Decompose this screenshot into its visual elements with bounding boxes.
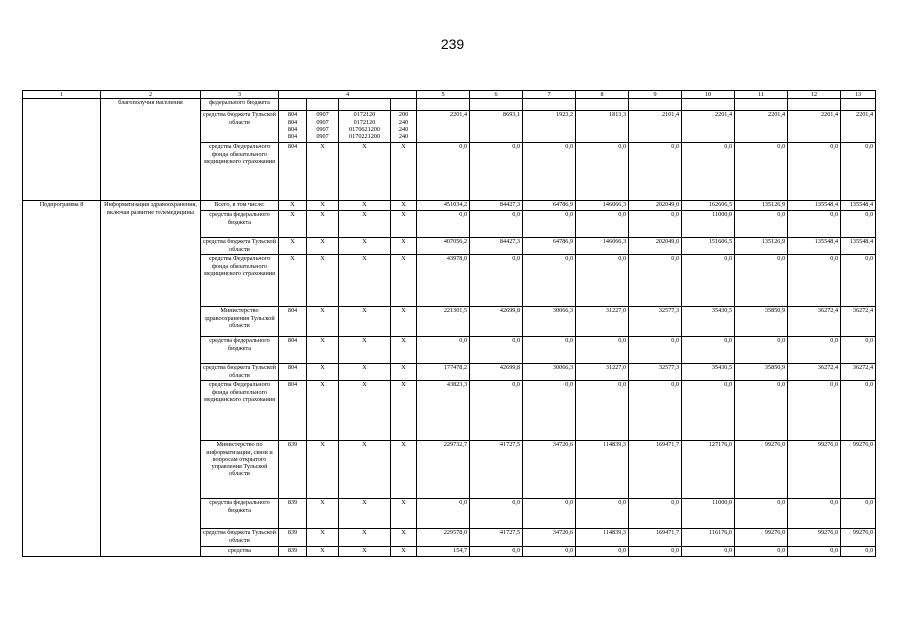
code-cell: 804: [279, 364, 307, 381]
header-cell: 11: [735, 91, 788, 99]
value-cell: 64786,9: [523, 201, 576, 211]
value-cell: 41727,5: [470, 529, 523, 547]
value-cell: 0,0: [841, 255, 876, 307]
value-cell: 99276,0: [841, 441, 876, 499]
value-cell: [629, 99, 682, 111]
value-cell: 36272,4: [788, 307, 841, 337]
header-cell: 5: [417, 91, 470, 99]
value-cell: [682, 99, 735, 111]
value-cell: 0,0: [417, 337, 470, 364]
value-cell: 11000,0: [682, 499, 735, 529]
table-row: [23, 201, 876, 211]
value-cell: [576, 99, 629, 111]
value-cell: 0,0: [523, 547, 576, 557]
header-cell: 8: [576, 91, 629, 99]
value-cell: 0,0: [735, 211, 788, 238]
value-cell: 0,0: [788, 143, 841, 201]
value-cell: [417, 99, 470, 111]
value-cell: 0,0: [629, 211, 682, 238]
code-cell: Х: [339, 255, 391, 307]
value-cell: [788, 99, 841, 111]
value-cell: 0,0: [576, 211, 629, 238]
source-label: средства: [201, 547, 279, 557]
value-cell: 32577,3: [629, 307, 682, 337]
value-cell: 99276,0: [735, 441, 788, 499]
value-cell: 135126,9: [735, 238, 788, 255]
code-cell: Х: [339, 238, 391, 255]
value-cell: 451034,2: [417, 201, 470, 211]
code-cell: Х: [279, 211, 307, 238]
code-cell: Х: [307, 255, 339, 307]
code-cell: Х: [307, 547, 339, 557]
value-cell: 36272,4: [841, 307, 876, 337]
value-cell: 177478,2: [417, 364, 470, 381]
code-cell: 839: [279, 441, 307, 499]
value-cell: 30066,3: [523, 364, 576, 381]
value-cell: 11000,0: [682, 211, 735, 238]
code-cell: Х: [339, 364, 391, 381]
source-label: средства бюджета Тульской области: [201, 364, 279, 381]
value-cell: 99276,0: [841, 529, 876, 547]
value-cell: 35850,9: [735, 307, 788, 337]
value-cell: 0,0: [470, 255, 523, 307]
code-cell: Х: [391, 381, 417, 441]
value-cell: 0,0: [523, 211, 576, 238]
header-cell: 7: [523, 91, 576, 99]
value-cell: 0,0: [576, 547, 629, 557]
code-cell: Х: [391, 441, 417, 499]
header-cell: 6: [470, 91, 523, 99]
code-cell: Х: [391, 529, 417, 547]
value-cell: 0,0: [470, 499, 523, 529]
page-number: 239: [440, 36, 465, 52]
value-cell: 0,0: [576, 255, 629, 307]
code-cell: Х: [339, 529, 391, 547]
value-cell: 407056,2: [417, 238, 470, 255]
value-cell: 0,0: [470, 337, 523, 364]
source-label: Министерство по информатизации, связи и вопросам открытого управления Тульской области: [201, 441, 279, 499]
value-cell: 0,0: [788, 381, 841, 441]
code-cell: Х: [279, 255, 307, 307]
code-cell: 839: [279, 499, 307, 529]
code-cell: Х: [307, 337, 339, 364]
value-cell: 2201,4: [735, 111, 788, 143]
value-cell: 8693,1: [470, 111, 523, 143]
code-cell: Х: [307, 143, 339, 201]
value-cell: 0,0: [523, 381, 576, 441]
code-cell: Х: [339, 307, 391, 337]
code-cell: Х: [391, 201, 417, 211]
value-cell: 135548,4: [841, 201, 876, 211]
code-cell: Х: [391, 364, 417, 381]
value-cell: 0,0: [470, 211, 523, 238]
col1-cell: [23, 99, 101, 201]
value-cell: 42699,8: [470, 307, 523, 337]
code-cell: Х: [391, 143, 417, 201]
value-cell: 114839,3: [576, 529, 629, 547]
code-cell: 804: [279, 307, 307, 337]
code-cell: Х: [307, 307, 339, 337]
value-cell: 151606,5: [682, 238, 735, 255]
value-cell: 221301,5: [417, 307, 470, 337]
value-cell: 114839,3: [576, 441, 629, 499]
value-cell: 0,0: [470, 547, 523, 557]
code-cell: 804 804 804 804: [279, 111, 307, 143]
code-cell: Х: [391, 547, 417, 557]
value-cell: 34720,6: [523, 529, 576, 547]
value-cell: 2201,4: [417, 111, 470, 143]
value-cell: 116176,0: [682, 529, 735, 547]
header-cell: 4: [279, 91, 417, 99]
code-cell: Х: [391, 255, 417, 307]
value-cell: 0,0: [788, 547, 841, 557]
code-cell: Х: [339, 547, 391, 557]
header-row: [23, 91, 876, 99]
value-cell: 2201,4: [682, 111, 735, 143]
header-cell: 10: [682, 91, 735, 99]
header-cell: 13: [841, 91, 876, 99]
value-cell: 135548,4: [788, 201, 841, 211]
value-cell: 30066,3: [523, 307, 576, 337]
code-cell: Х: [307, 529, 339, 547]
code-cell: Х: [391, 211, 417, 238]
value-cell: 0,0: [682, 337, 735, 364]
source-label: средства бюджета Тульской области: [201, 529, 279, 547]
source-label: средства федерального бюджета: [201, 211, 279, 238]
source-label: федерального бюджета: [201, 99, 279, 111]
header-cell: 12: [788, 91, 841, 99]
value-cell: 146066,3: [576, 238, 629, 255]
value-cell: 0,0: [841, 211, 876, 238]
value-cell: 0,0: [682, 547, 735, 557]
code-cell: 839: [279, 547, 307, 557]
value-cell: 1923,2: [523, 111, 576, 143]
subprogram-cell: Подпрограмма 8: [23, 201, 101, 557]
value-cell: 0,0: [735, 547, 788, 557]
value-cell: 0,0: [841, 547, 876, 557]
code-cell: Х: [307, 499, 339, 529]
value-cell: 0,0: [576, 381, 629, 441]
value-cell: 2101,4: [629, 111, 682, 143]
value-cell: 0,0: [629, 255, 682, 307]
code-cell: 839: [279, 529, 307, 547]
value-cell: 135548,4: [788, 238, 841, 255]
value-cell: 0,0: [735, 499, 788, 529]
value-cell: 0,0: [788, 337, 841, 364]
value-cell: 99276,0: [788, 529, 841, 547]
value-cell: 0,0: [470, 381, 523, 441]
value-cell: 154,7: [417, 547, 470, 557]
source-label: средства Федерального фонда обязательного медицинского страхования: [201, 381, 279, 441]
value-cell: 99276,0: [735, 529, 788, 547]
header-cell: 2: [101, 91, 201, 99]
code-cell: 804: [279, 381, 307, 441]
value-cell: 36272,4: [841, 364, 876, 381]
value-cell: 2201,4: [841, 111, 876, 143]
code-cell: Х: [339, 211, 391, 238]
value-cell: 0,0: [576, 499, 629, 529]
value-cell: 31227,0: [576, 364, 629, 381]
value-cell: 202049,0: [629, 238, 682, 255]
code-cell: Х: [339, 143, 391, 201]
code-cell: [339, 99, 391, 111]
value-cell: 41727,5: [470, 441, 523, 499]
value-cell: 34720,6: [523, 441, 576, 499]
value-cell: 0,0: [629, 143, 682, 201]
col2-cell: благополучия населения: [101, 99, 201, 201]
source-label: средства Федерального фонда обязательного медицинского страхования: [201, 143, 279, 201]
value-cell: 0,0: [841, 143, 876, 201]
value-cell: 84427,3: [470, 201, 523, 211]
code-cell: 804: [279, 143, 307, 201]
code-cell: Х: [339, 441, 391, 499]
value-cell: [841, 99, 876, 111]
code-cell: Х: [307, 238, 339, 255]
value-cell: 202049,0: [629, 201, 682, 211]
subprogram-name-cell: Информатизация здравоохранения, включая развитие телемедицины: [101, 201, 201, 557]
value-cell: 1813,3: [576, 111, 629, 143]
code-cell: Х: [339, 499, 391, 529]
value-cell: 146066,3: [576, 201, 629, 211]
table-body: [23, 91, 876, 557]
value-cell: 135126,9: [735, 201, 788, 211]
value-cell: 229578,0: [417, 529, 470, 547]
value-cell: 0,0: [788, 255, 841, 307]
value-cell: 0,0: [576, 337, 629, 364]
code-cell: [391, 99, 417, 111]
code-cell: [307, 99, 339, 111]
code-cell: Х: [391, 238, 417, 255]
value-cell: 0,0: [629, 381, 682, 441]
code-cell: Х: [391, 337, 417, 364]
code-cell: [279, 99, 307, 111]
value-cell: 0,0: [682, 255, 735, 307]
header-cell: 3: [201, 91, 279, 99]
value-cell: [735, 99, 788, 111]
source-label: Министерство здравоохранения Тульской области: [201, 307, 279, 337]
budget-table: [22, 90, 876, 557]
value-cell: 0,0: [523, 337, 576, 364]
code-cell: Х: [391, 499, 417, 529]
value-cell: 0,0: [735, 381, 788, 441]
value-cell: 0,0: [735, 143, 788, 201]
code-cell: Х: [391, 307, 417, 337]
value-cell: 84427,3: [470, 238, 523, 255]
value-cell: 0,0: [841, 381, 876, 441]
value-cell: 0,0: [735, 337, 788, 364]
value-cell: 35430,5: [682, 307, 735, 337]
source-label: средства федерального бюджета: [201, 499, 279, 529]
code-cell: Х: [307, 381, 339, 441]
table-row: [23, 99, 876, 111]
value-cell: 162606,5: [682, 201, 735, 211]
value-cell: 0,0: [470, 143, 523, 201]
value-cell: 0,0: [523, 143, 576, 201]
value-cell: 2201,4: [788, 111, 841, 143]
source-label: Всего, в том числе:: [201, 201, 279, 211]
value-cell: 135548,4: [841, 238, 876, 255]
value-cell: 0,0: [788, 499, 841, 529]
code-cell: Х: [307, 211, 339, 238]
value-cell: 35850,9: [735, 364, 788, 381]
value-cell: 0,0: [417, 211, 470, 238]
header-cell: 9: [629, 91, 682, 99]
source-label: средства бюджета Тульской области: [201, 238, 279, 255]
value-cell: 43978,0: [417, 255, 470, 307]
value-cell: 0,0: [788, 211, 841, 238]
value-cell: 127176,0: [682, 441, 735, 499]
value-cell: 0,0: [629, 337, 682, 364]
source-label: средства бюджета Тульской области: [201, 111, 279, 143]
value-cell: 0,0: [576, 143, 629, 201]
value-cell: 42699,8: [470, 364, 523, 381]
code-cell: 0907 0907 0907 0907: [307, 111, 339, 143]
value-cell: 43823,3: [417, 381, 470, 441]
value-cell: 0,0: [629, 499, 682, 529]
value-cell: 169471,7: [629, 441, 682, 499]
value-cell: 35430,5: [682, 364, 735, 381]
value-cell: [523, 99, 576, 111]
code-cell: Х: [339, 337, 391, 364]
value-cell: 32577,3: [629, 364, 682, 381]
value-cell: 229732,7: [417, 441, 470, 499]
value-cell: 36272,4: [788, 364, 841, 381]
value-cell: 0,0: [523, 255, 576, 307]
code-cell: Х: [307, 364, 339, 381]
value-cell: 0,0: [735, 255, 788, 307]
code-cell: Х: [279, 201, 307, 211]
value-cell: 0,0: [841, 499, 876, 529]
value-cell: 0,0: [682, 143, 735, 201]
code-cell: 0172120 0172120 0170621200 0170221200: [339, 111, 391, 143]
value-cell: 0,0: [417, 143, 470, 201]
code-cell: Х: [339, 381, 391, 441]
code-cell: Х: [307, 441, 339, 499]
value-cell: 31227,0: [576, 307, 629, 337]
value-cell: 0,0: [523, 499, 576, 529]
source-label: средства Федерального фонда обязательного медицинского страхования: [201, 255, 279, 307]
code-cell: 804: [279, 337, 307, 364]
value-cell: 0,0: [417, 499, 470, 529]
code-cell: Х: [339, 201, 391, 211]
value-cell: 99276,0: [788, 441, 841, 499]
value-cell: 0,0: [841, 337, 876, 364]
code-cell: Х: [279, 238, 307, 255]
source-label: средства федерального бюджета: [201, 337, 279, 364]
value-cell: 0,0: [629, 547, 682, 557]
value-cell: 0,0: [682, 381, 735, 441]
value-cell: 169471,7: [629, 529, 682, 547]
code-cell: Х: [307, 201, 339, 211]
header-cell: 1: [23, 91, 101, 99]
value-cell: [470, 99, 523, 111]
code-cell: 200 240 240 240: [391, 111, 417, 143]
value-cell: 64786,9: [523, 238, 576, 255]
